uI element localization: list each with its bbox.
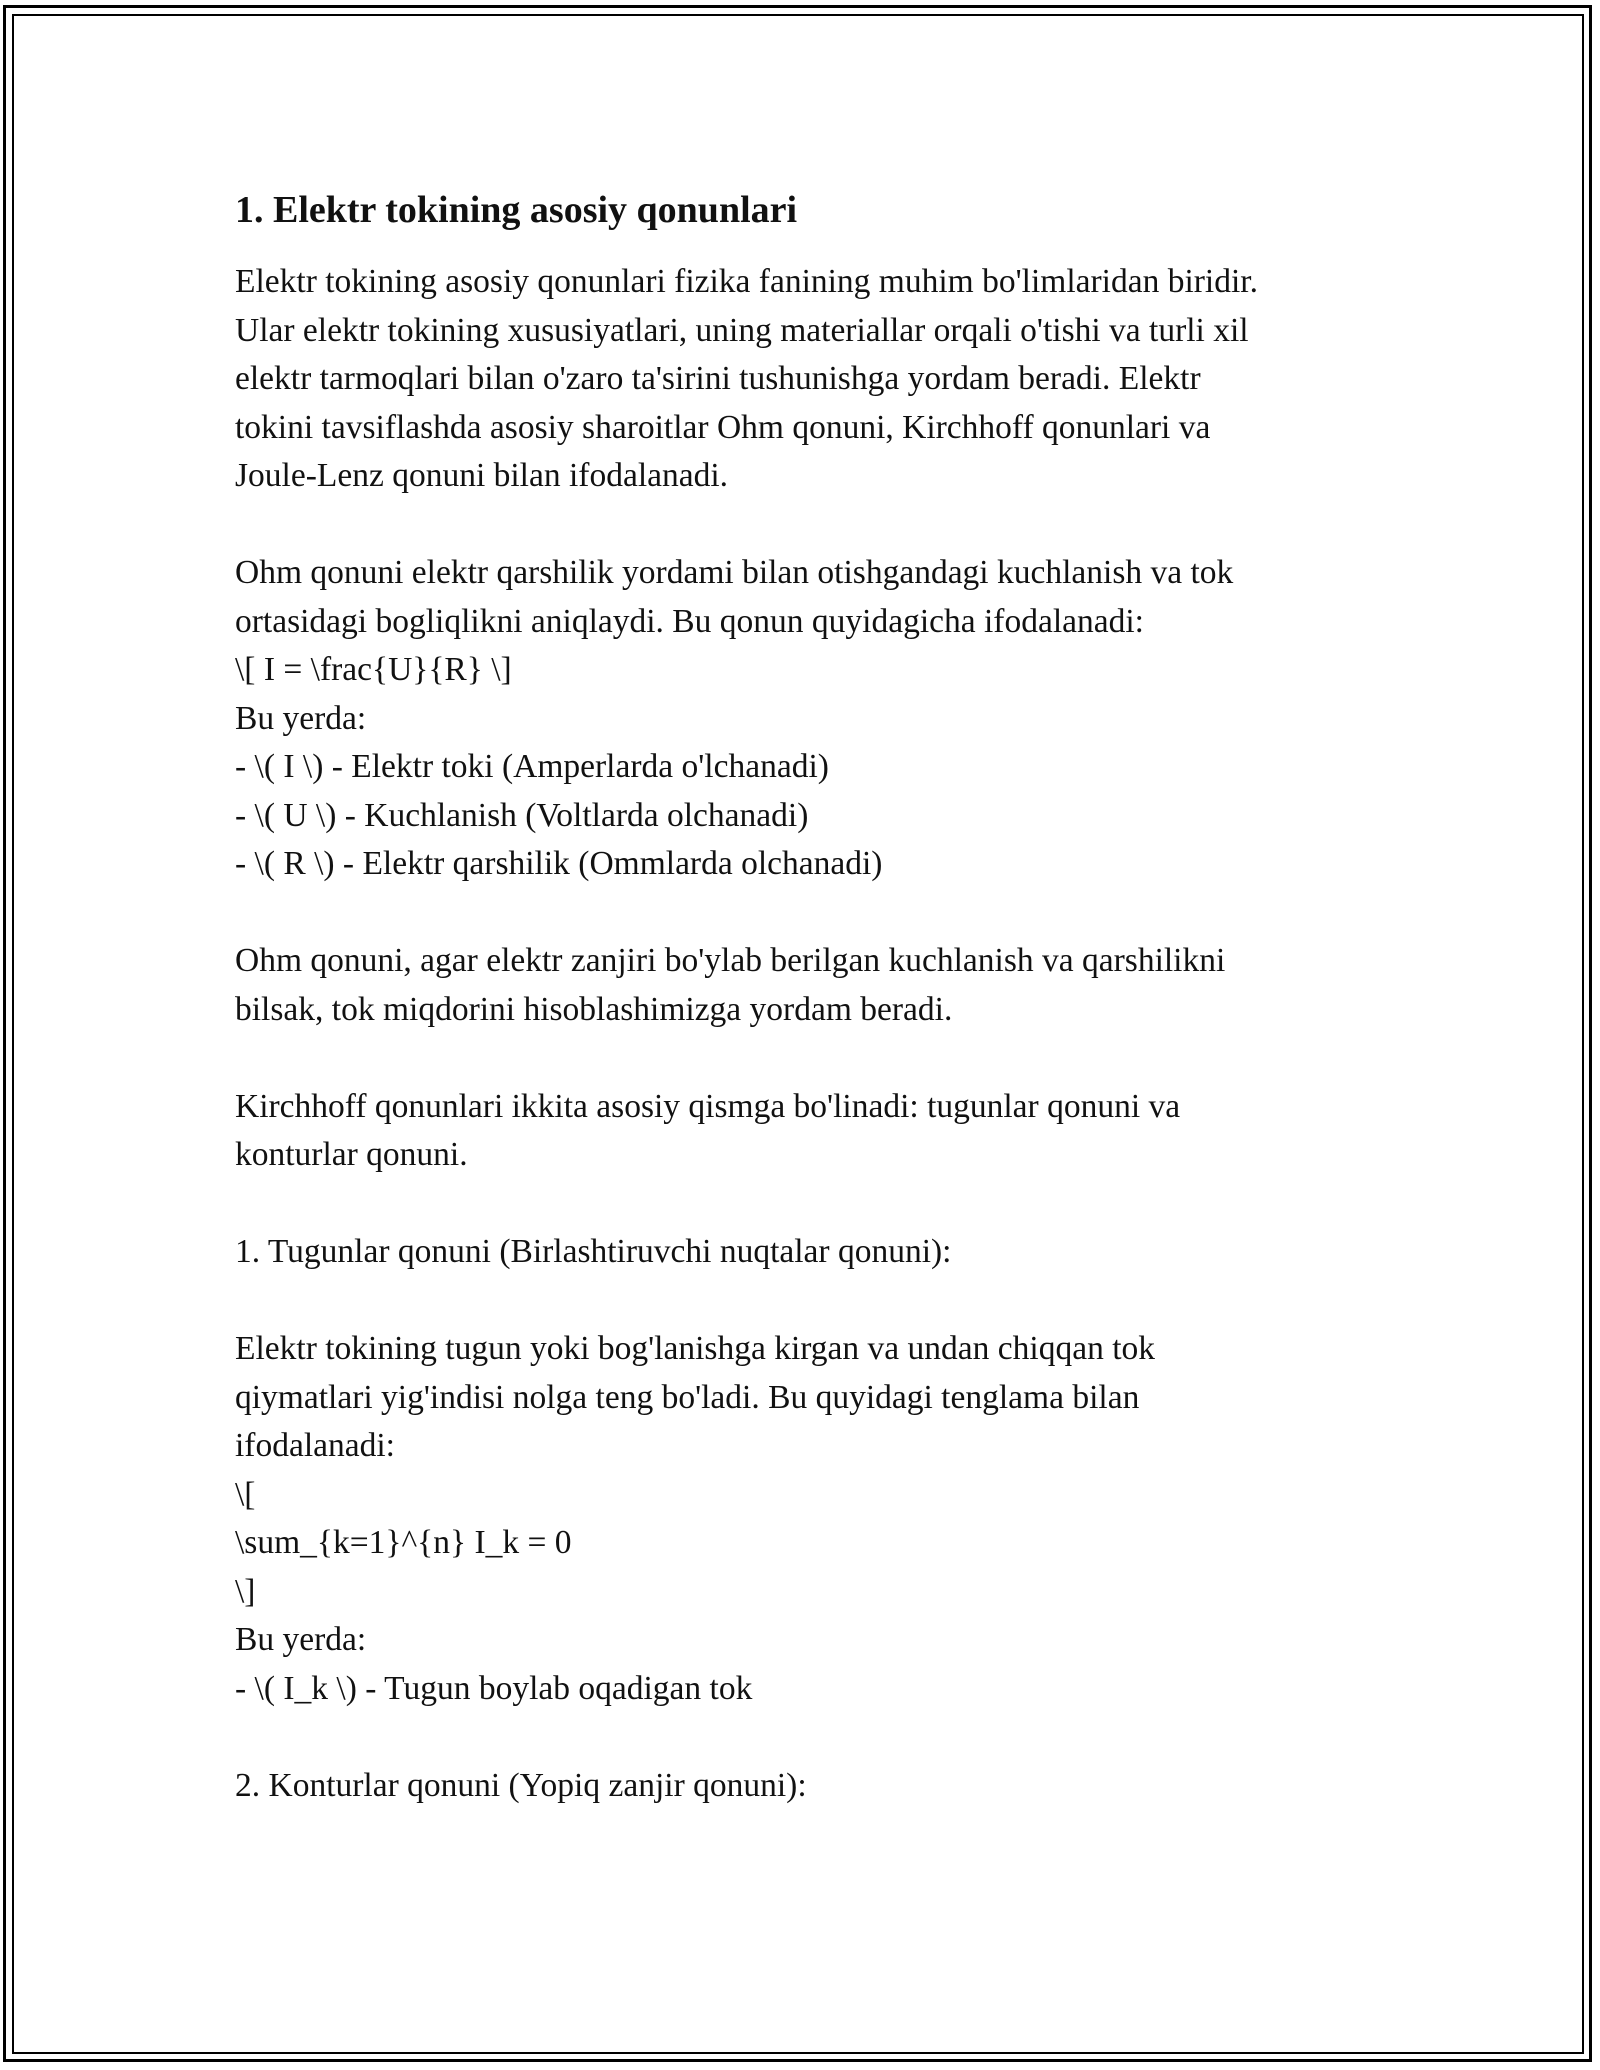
text-line: 2. Konturlar qonuni (Yopiq zanjir qonuni): [235, 1766, 807, 1804]
document-body [235, 186, 1365, 1810]
section-heading: 1. Elektr tokining asosiy qonunlari [235, 189, 798, 231]
paragraph-gap [235, 1180, 1365, 1229]
text-line: elektr tarmoqlari bilan o'zaro ta'sirini tushunishga yordam beradi. Elektr [235, 360, 1201, 397]
text-line: qiymatlari yig'indisi nolga teng bo'ladi. Bu quyidagi tenglama bilan [235, 1378, 1140, 1416]
paragraph-intro [235, 258, 1365, 501]
text-line: Joule-Lenz qonuni bilan ifodalanadi. [235, 457, 729, 494]
paragraph-loops-title [235, 1762, 1365, 1811]
paragraph-kirchhoff [235, 1083, 1365, 1180]
text-line: Bu yerda: [235, 1621, 367, 1658]
text-line: Elektr tokining asosiy qonunlari fizika fanining muhim bo'limlaridan biridir. [235, 263, 1258, 300]
paragraph-gap [235, 889, 1365, 938]
text-line: ifodalanadi: [235, 1427, 395, 1464]
paragraph-ohm-law [235, 549, 1365, 889]
text-line: Ohm qonuni, agar elektr zanjiri bo'ylab berilgan kuchlanish va qarshilikni [235, 942, 1226, 979]
text-line: tokini tavsiflashda asosiy sharoitlar Ohm qonuni, Kirchhoff qonunlari va [235, 408, 1211, 446]
list-item: - \( I_k \) - Tugun boylab oqadigan tok [235, 1669, 753, 1707]
list-item: - \( I \) - Elektr toki (Amperlarda o'lchanadi) [235, 748, 829, 785]
text-line: Ular elektr tokining xususiyatlari, uning materiallar orqali o'tishi va turli xil [235, 311, 1249, 349]
paragraph-ohm-usage [235, 937, 1365, 1034]
list-item: - \( R \) - Elektr qarshilik (Ommlarda olchanadi) [235, 845, 883, 882]
paragraph-nodes-law [235, 1325, 1365, 1713]
text-line: Bu yerda: [235, 699, 367, 737]
text-line: Kirchhoff qonunlari ikkita asosiy qismga bo'linadi: tugunlar qonuni va [235, 1087, 1181, 1125]
text-line: 1. Tugunlar qonuni (Birlashtiruvchi nuqtalar qonuni): [235, 1233, 952, 1270]
paragraph-gap [235, 1277, 1365, 1326]
text-line: Elektr tokining tugun yoki bog'lanishga kirgan va undan chiqqan tok [235, 1330, 1156, 1367]
formula-line: \[ I = \frac{U}{R} \] [235, 651, 512, 688]
paragraph-gap [235, 1034, 1365, 1083]
list-item: - \( U \) - Kuchlanish (Voltlarda olchanadi) [235, 796, 809, 834]
paragraph-gap [235, 501, 1365, 550]
text-line: Ohm qonuni elektr qarshilik yordami bilan otishgandagi kuchlanish va tok [235, 554, 1234, 591]
paragraph-gap [235, 1713, 1365, 1762]
formula-line: \[ [235, 1475, 256, 1513]
text-line: konturlar qonuni. [235, 1136, 468, 1173]
text-line: ortasidagi bogliqlikni aniqlaydi. Bu qonun quyidagicha ifodalanadi: [235, 602, 1144, 640]
formula-line: \] [235, 1572, 256, 1610]
paragraph-nodes-title [235, 1228, 1365, 1277]
text-line: bilsak, tok miqdorini hisoblashimizga yordam beradi. [235, 990, 953, 1028]
formula-line: \sum_{k=1}^{n} I_k = 0 [235, 1524, 572, 1561]
